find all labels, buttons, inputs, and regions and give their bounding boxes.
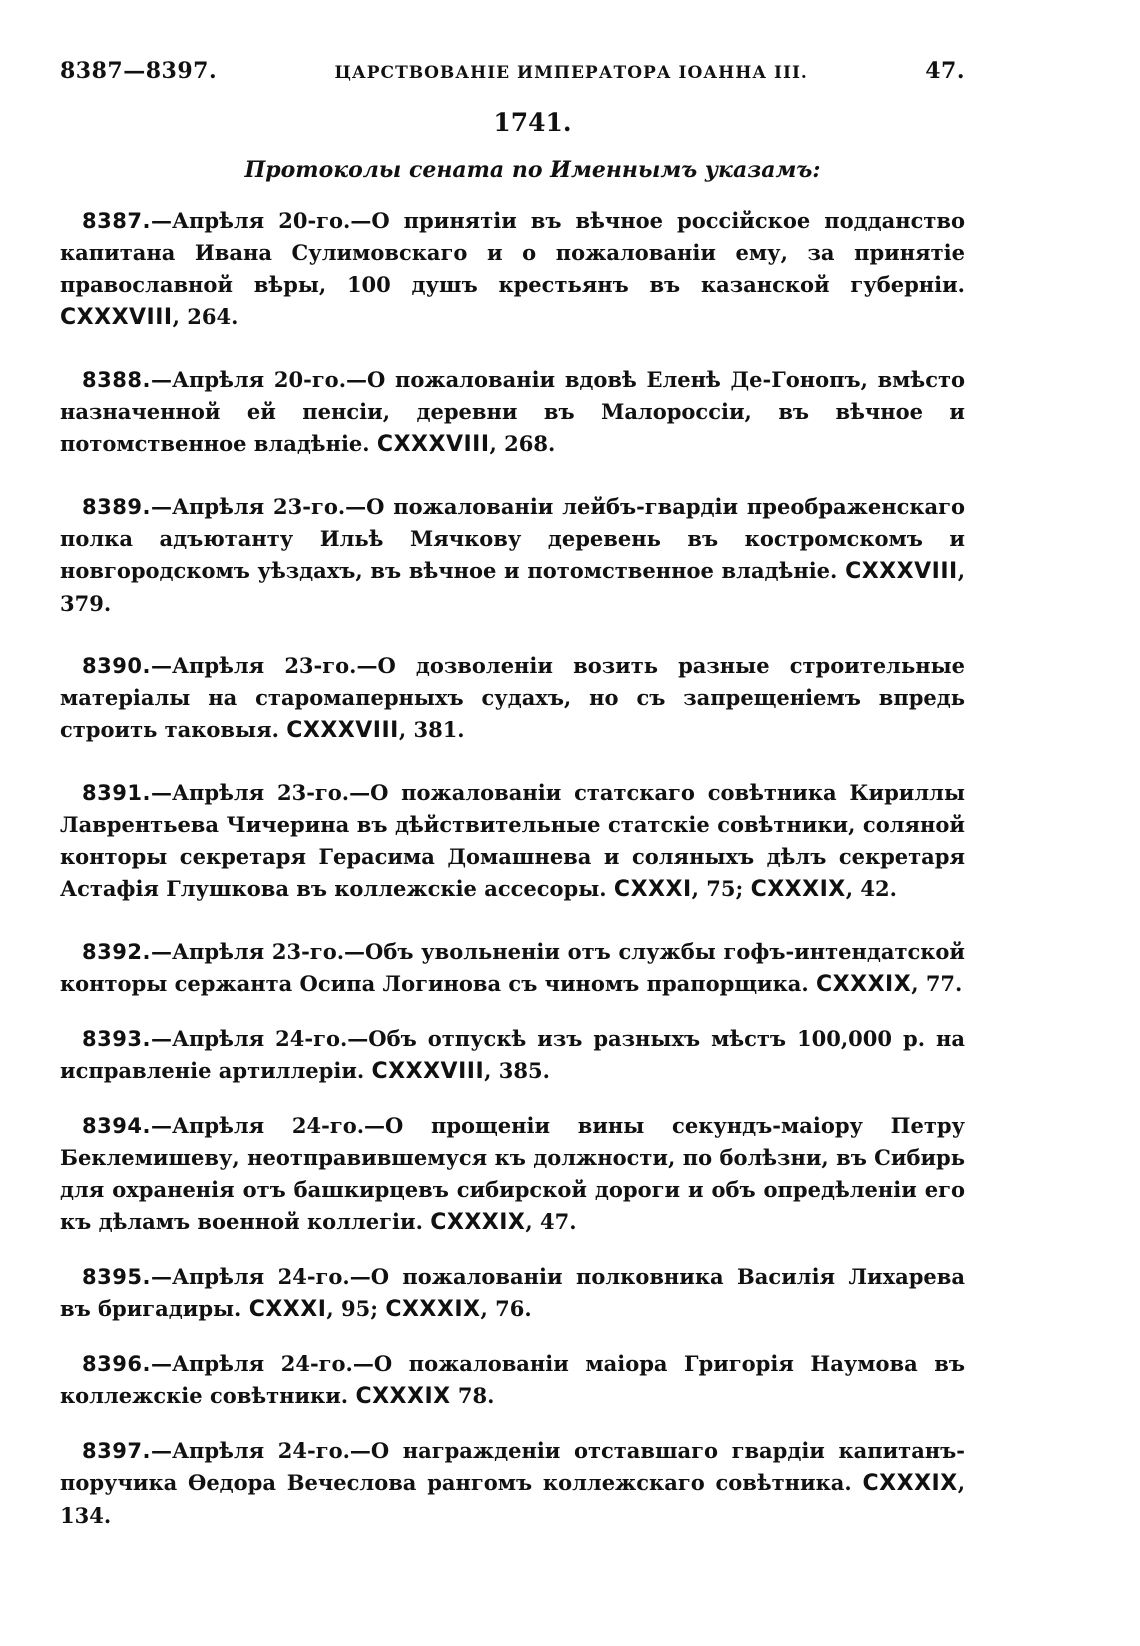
- entry-text: —Апрѣля 20-го.—О пожалованіи вдовѣ Еленѣ Де-Гонопъ, вмѣсто назначенной ей пенсіи, деревни въ Малороссіи, въ вѣчное и потомственное владѣніе.: [60, 367, 965, 456]
- entry-8389: [60, 491, 965, 620]
- entry-number: 8395.: [82, 1265, 151, 1289]
- running-header: [60, 58, 965, 84]
- entry-8394: [60, 1110, 965, 1239]
- entry-8388: [60, 364, 965, 461]
- volume-reference: CXXXVIII: [845, 559, 958, 584]
- entry-text: —Апрѣля 24-го.—О пожалованіи маіора Григорія Наумова въ коллежскіе совѣтники.: [60, 1351, 965, 1408]
- entry-text: —Апрѣля 24-го.—О пожалованіи полковника Василія Лихарева въ бригадиры.: [60, 1264, 965, 1321]
- page-reference: , 75;: [691, 876, 751, 901]
- volume-reference: CXXXIX: [430, 1210, 526, 1235]
- page-reference: , 95;: [326, 1296, 386, 1321]
- page-reference-2: , 76.: [480, 1296, 532, 1321]
- running-title: ЦАРСТВОВАНІЕ ИМПЕРАТОРА ІОАННА III.: [334, 63, 808, 83]
- page-reference: , 47.: [525, 1209, 577, 1234]
- entry-text: —Апрѣля 23-го.—О дозволеніи возить разные строительные матеріалы на старомаперныхъ судахъ, но съ запрещеніемъ впредь строить таковыя.: [60, 653, 965, 742]
- page-reference: , 381.: [398, 717, 465, 742]
- entry-text: —Апрѣля 23-го.—Объ увольненіи отъ службы гофъ-интендатской конторы сержанта Осипа Логинова съ чиномъ прапорщика.: [60, 939, 965, 996]
- entry-number: 8387.: [82, 209, 151, 233]
- entry-number: 8397.: [82, 1439, 151, 1463]
- entry-8395: [60, 1261, 965, 1326]
- volume-reference: CXXXIX: [862, 1471, 958, 1496]
- volume-reference: CXXXIX: [816, 972, 912, 997]
- entry-8393: [60, 1023, 965, 1088]
- entry-8397: [60, 1435, 965, 1532]
- page-reference: , 385.: [484, 1058, 550, 1083]
- entry-8396: [60, 1348, 965, 1413]
- entry-text: —Апрѣля 23-го.—О пожалованіи лейбъ-гвардіи преображенскаго полка адъютанту Ильѣ Мячкову деревень въ костромскомъ и новгородскомъ уѣздахъ, въ вѣчное и потомственное владѣніе.: [60, 494, 965, 583]
- entry-number: 8393.: [82, 1027, 151, 1051]
- page-reference: , 379.: [60, 558, 966, 616]
- entry-text: —Апрѣля 23-го.—О пожалованіи статскаго совѣтника Кириллы Лаврентьева Чичерина въ дѣйствительные статскіе совѣтники, соляной конторы секретаря Герасима Домашнева и соляныхъ дѣлъ секретаря Астафія Глушкова въ коллежскіе ассесоры.: [60, 780, 965, 901]
- entry-text: —Апрѣля 24-го.—О прощеніи вины секундъ-маіору Петру Беклемишеву, неотправившемуся къ должности, по болѣзни, въ Сибирь для охраненія отъ башкирцевъ сибирской дороги и объ опредѣленіи его къ дѣламъ военной коллегіи.: [60, 1113, 965, 1234]
- volume-reference: CXXXVIII: [286, 718, 399, 743]
- page-reference: , 134.: [60, 1470, 966, 1528]
- entry-number: 8388.: [82, 368, 151, 392]
- volume-reference: CXXXI: [248, 1297, 327, 1322]
- volume-reference: CXXXVIII: [371, 1059, 485, 1084]
- volume-reference-2: CXXXIX: [750, 877, 846, 902]
- entry-8390: [60, 650, 965, 747]
- section-title: Протоколы сената по Именнымъ указамъ:: [244, 157, 821, 183]
- entry-text: —Апрѣля 24-го.—О награжденіи отставшаго гвардіи капитанъ-поручика Ѳедора Вечеслова рангомъ коллежскаго совѣтника.: [60, 1438, 965, 1495]
- volume-reference: CXXXIX: [355, 1384, 451, 1409]
- entry-number: 8396.: [82, 1352, 151, 1376]
- page-reference: 78.: [450, 1383, 495, 1408]
- volume-reference: CXXXVIII: [60, 305, 173, 330]
- entry-8387: [60, 205, 965, 334]
- page-number: 47.: [925, 58, 965, 84]
- entry-8392: [60, 936, 965, 1001]
- document-page: [60, 58, 965, 1532]
- year-heading: 1741.: [493, 108, 572, 137]
- page-reference: , 77.: [911, 971, 963, 996]
- volume-reference: CXXXI: [613, 877, 692, 902]
- volume-reference-2: CXXXIX: [385, 1297, 481, 1322]
- volume-reference: CXXXVIII: [376, 432, 490, 457]
- page-reference: , 264.: [172, 304, 239, 329]
- entry-number: 8391.: [82, 781, 151, 805]
- entry-number: 8394.: [82, 1114, 151, 1138]
- entry-8391: [60, 777, 965, 906]
- page-reference: , 268.: [489, 431, 556, 456]
- page-reference-2: , 42.: [845, 876, 897, 901]
- entry-text: —Апрѣля 20-го.—О принятіи въ вѣчное россійское подданство капитана Ивана Сулимовскаго и о пожалованіи ему, за принятіе православной вѣры, 100 душъ крестьянъ въ казанской губерніи.: [60, 208, 965, 297]
- entry-range: 8387—8397.: [60, 58, 218, 84]
- entry-number: 8392.: [82, 940, 151, 964]
- entry-number: 8390.: [82, 654, 151, 678]
- entry-number: 8389.: [82, 495, 151, 519]
- entry-text: —Апрѣля 24-го.—Объ отпускѣ изъ разныхъ мѣстъ 100,000 р. на исправленіе артиллеріи.: [60, 1026, 965, 1083]
